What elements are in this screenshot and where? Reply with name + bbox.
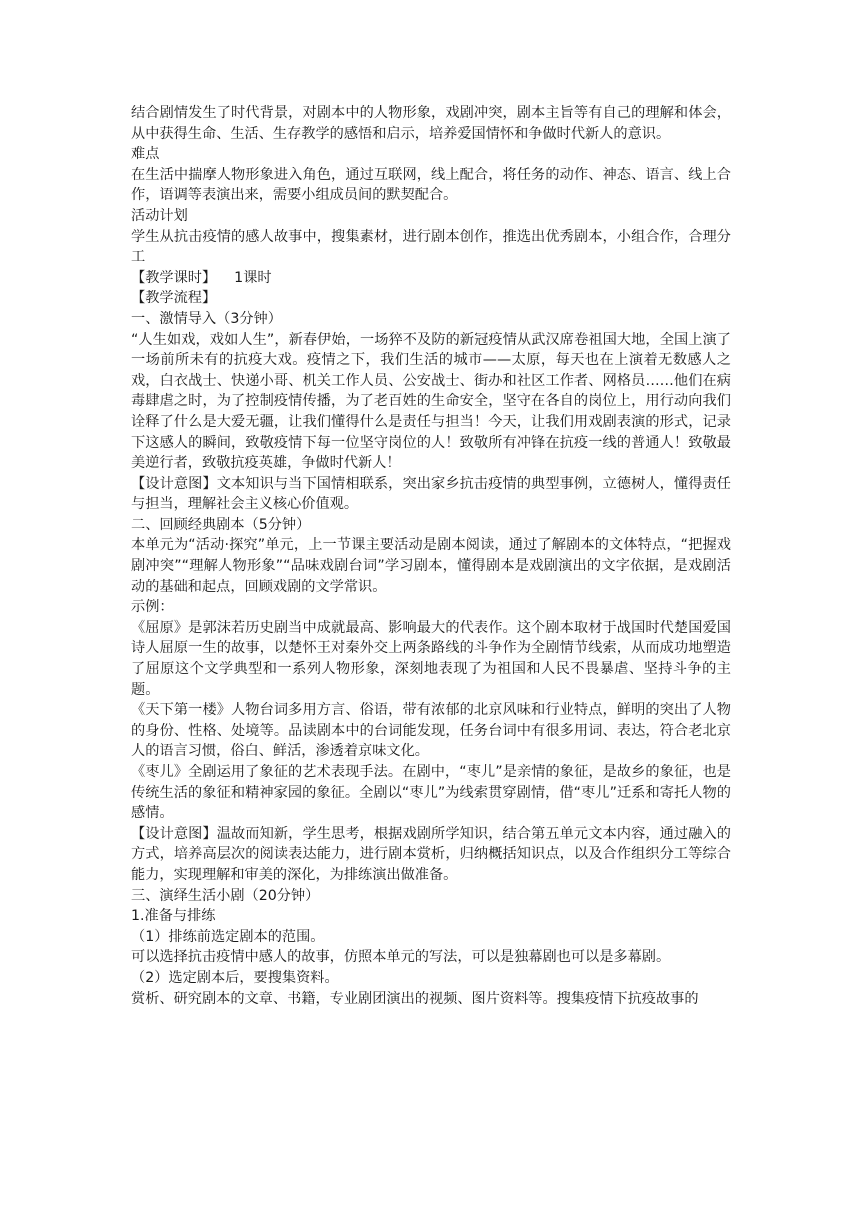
step-1-body: 可以选择抗击疫情中感人的故事，仿照本单元的写法，可以是独幕剧也可以是多幕剧。 <box>131 949 671 966</box>
section-2-body: 本单元为“活动·探究”单元，上一节课主要活动是剧本阅读，通过了解剧本的文体特点，“把握戏剧冲突”“理解人物形象”“品味戏剧台词”学习剧本，懂得剧本是戏剧演出的文字依据，是戏剧活动的基础和起点，回顾戏剧的文学常识。 <box>131 537 731 595</box>
heading-difficulty: 难点 <box>131 146 160 163</box>
section-3-heading: 三、演绎生活小剧（20分钟） <box>131 887 320 904</box>
document-body <box>131 103 731 1009</box>
step-1-heading: （1）排练前选定剧本的范围。 <box>131 928 325 945</box>
paragraph-goal-detail: 结合剧情发生了时代背景，对剧本中的人物形象，戏剧冲突，剧本主旨等有自己的理解和体会，从中获得生命、生活、生存教学的感悟和启示，培养爱国情怀和争做时代新人的意识。 <box>131 105 731 142</box>
subsection-prep-heading: 1.准备与排练 <box>131 908 216 925</box>
example-zaoer: 《枣儿》全剧运用了象征的艺术表现手法。在剧中，“枣儿”是亲情的象征，是故乡的象征，也是传统生活的象征和精神家园的象征。全剧以“枣儿”为线索贯穿剧情，借“枣儿”迁系和寄托人物的感情。 <box>131 764 731 822</box>
paragraph-difficulty: 在生活中揣摩人物形象进入角色，通过互联网，线上配合，将任务的动作、神态、语言、线上合作，语调等表演出来，需要小组成员间的默契配合。 <box>131 166 731 204</box>
design-intent-2: 【设计意图】温故而知新，学生思考，根据戏剧所学知识，结合第五单元文本内容，通过融入的方式，培养高层次的阅读表达能力，进行剧本赏析，归纳概括知识点，以及合作组织分工等综合能力，实现理解和审美的深化，为排练演出做准备。 <box>131 825 731 883</box>
section-2-heading: 二、回顾经典剧本（5分钟） <box>131 516 311 533</box>
heading-teaching-process: 【教学流程】 <box>131 290 217 307</box>
example-quyuan: 《屈原》是郭沫若历史剧当中成就最高、影响最大的代表作。这个剧本取材于战国时代楚国爱国诗人屈原一生的故事，以楚怀王对秦外交上两条路线的斗争作为全剧情节线索，从而成功地塑造了屈原这个文学典型和一系列人物形象，深刻地表现了为祖国和人民不畏暴虐、坚持斗争的主题。 <box>131 619 731 698</box>
teaching-hours: 【教学课时】 1课时 <box>131 269 272 286</box>
section-1-heading: 一、激情导入（3分钟） <box>131 310 282 327</box>
heading-activity-plan: 活动计划 <box>131 207 188 224</box>
design-intent-1: 【设计意图】文本知识与当下国情相联系，突出家乡抗击疫情的典型事例，立德树人，懂得责任与担当，理解社会主义核心价值观。 <box>131 475 731 513</box>
example-label: 示例： <box>131 599 174 616</box>
step-2-body: 赏析、研究剧本的文章、书籍，专业剧团演出的视频、图片资料等。搜集疫情下抗疫故事的 <box>131 990 699 1007</box>
paragraph-activity-plan: 学生从抗击疫情的感人故事中，搜集素材，进行剧本创作，推选出优秀剧本，小组合作，合理分工 <box>131 228 731 266</box>
section-1-body: “人生如戏，戏如人生”，新春伊始，一场猝不及防的新冠疫情从武汉席卷祖国大地，全国上演了一场前所未有的抗疫大戏。疫情之下，我们生活的城市——太原，每天也在上演着无数感人之戏，白衣战士、快递小哥、机关工作人员、公安战士、街办和社区工作者、网格员……他们在病毒肆虐之时，为了控制疫情传播，为了老百姓的生命安全，坚守在各自的岗位上，用行动向我们诠释了什么是大爱无疆，让我们懂得什么是责任与担当！今天，让我们用戏剧表演的形式，记录下这感人的瞬间，致敬疫情下每一位坚守岗位的人！致敬所有冲锋在抗疫一线的普通人！致敬最美逆行者，致敬抗疫英雄，争做时代新人！ <box>131 331 731 472</box>
step-2-heading: （2）选定剧本后，要搜集资料。 <box>131 969 339 986</box>
example-tianxia: 《天下第一楼》人物台词多用方言、俗语，带有浓郁的北京风味和行业特点，鲜明的突出了人物的身份、性格、处境等。品读剧本中的台词能发现，任务台词中有很多用词、表达，符合老北京人的语言习惯，俗白、鲜活，渗透着京味文化。 <box>131 702 731 760</box>
